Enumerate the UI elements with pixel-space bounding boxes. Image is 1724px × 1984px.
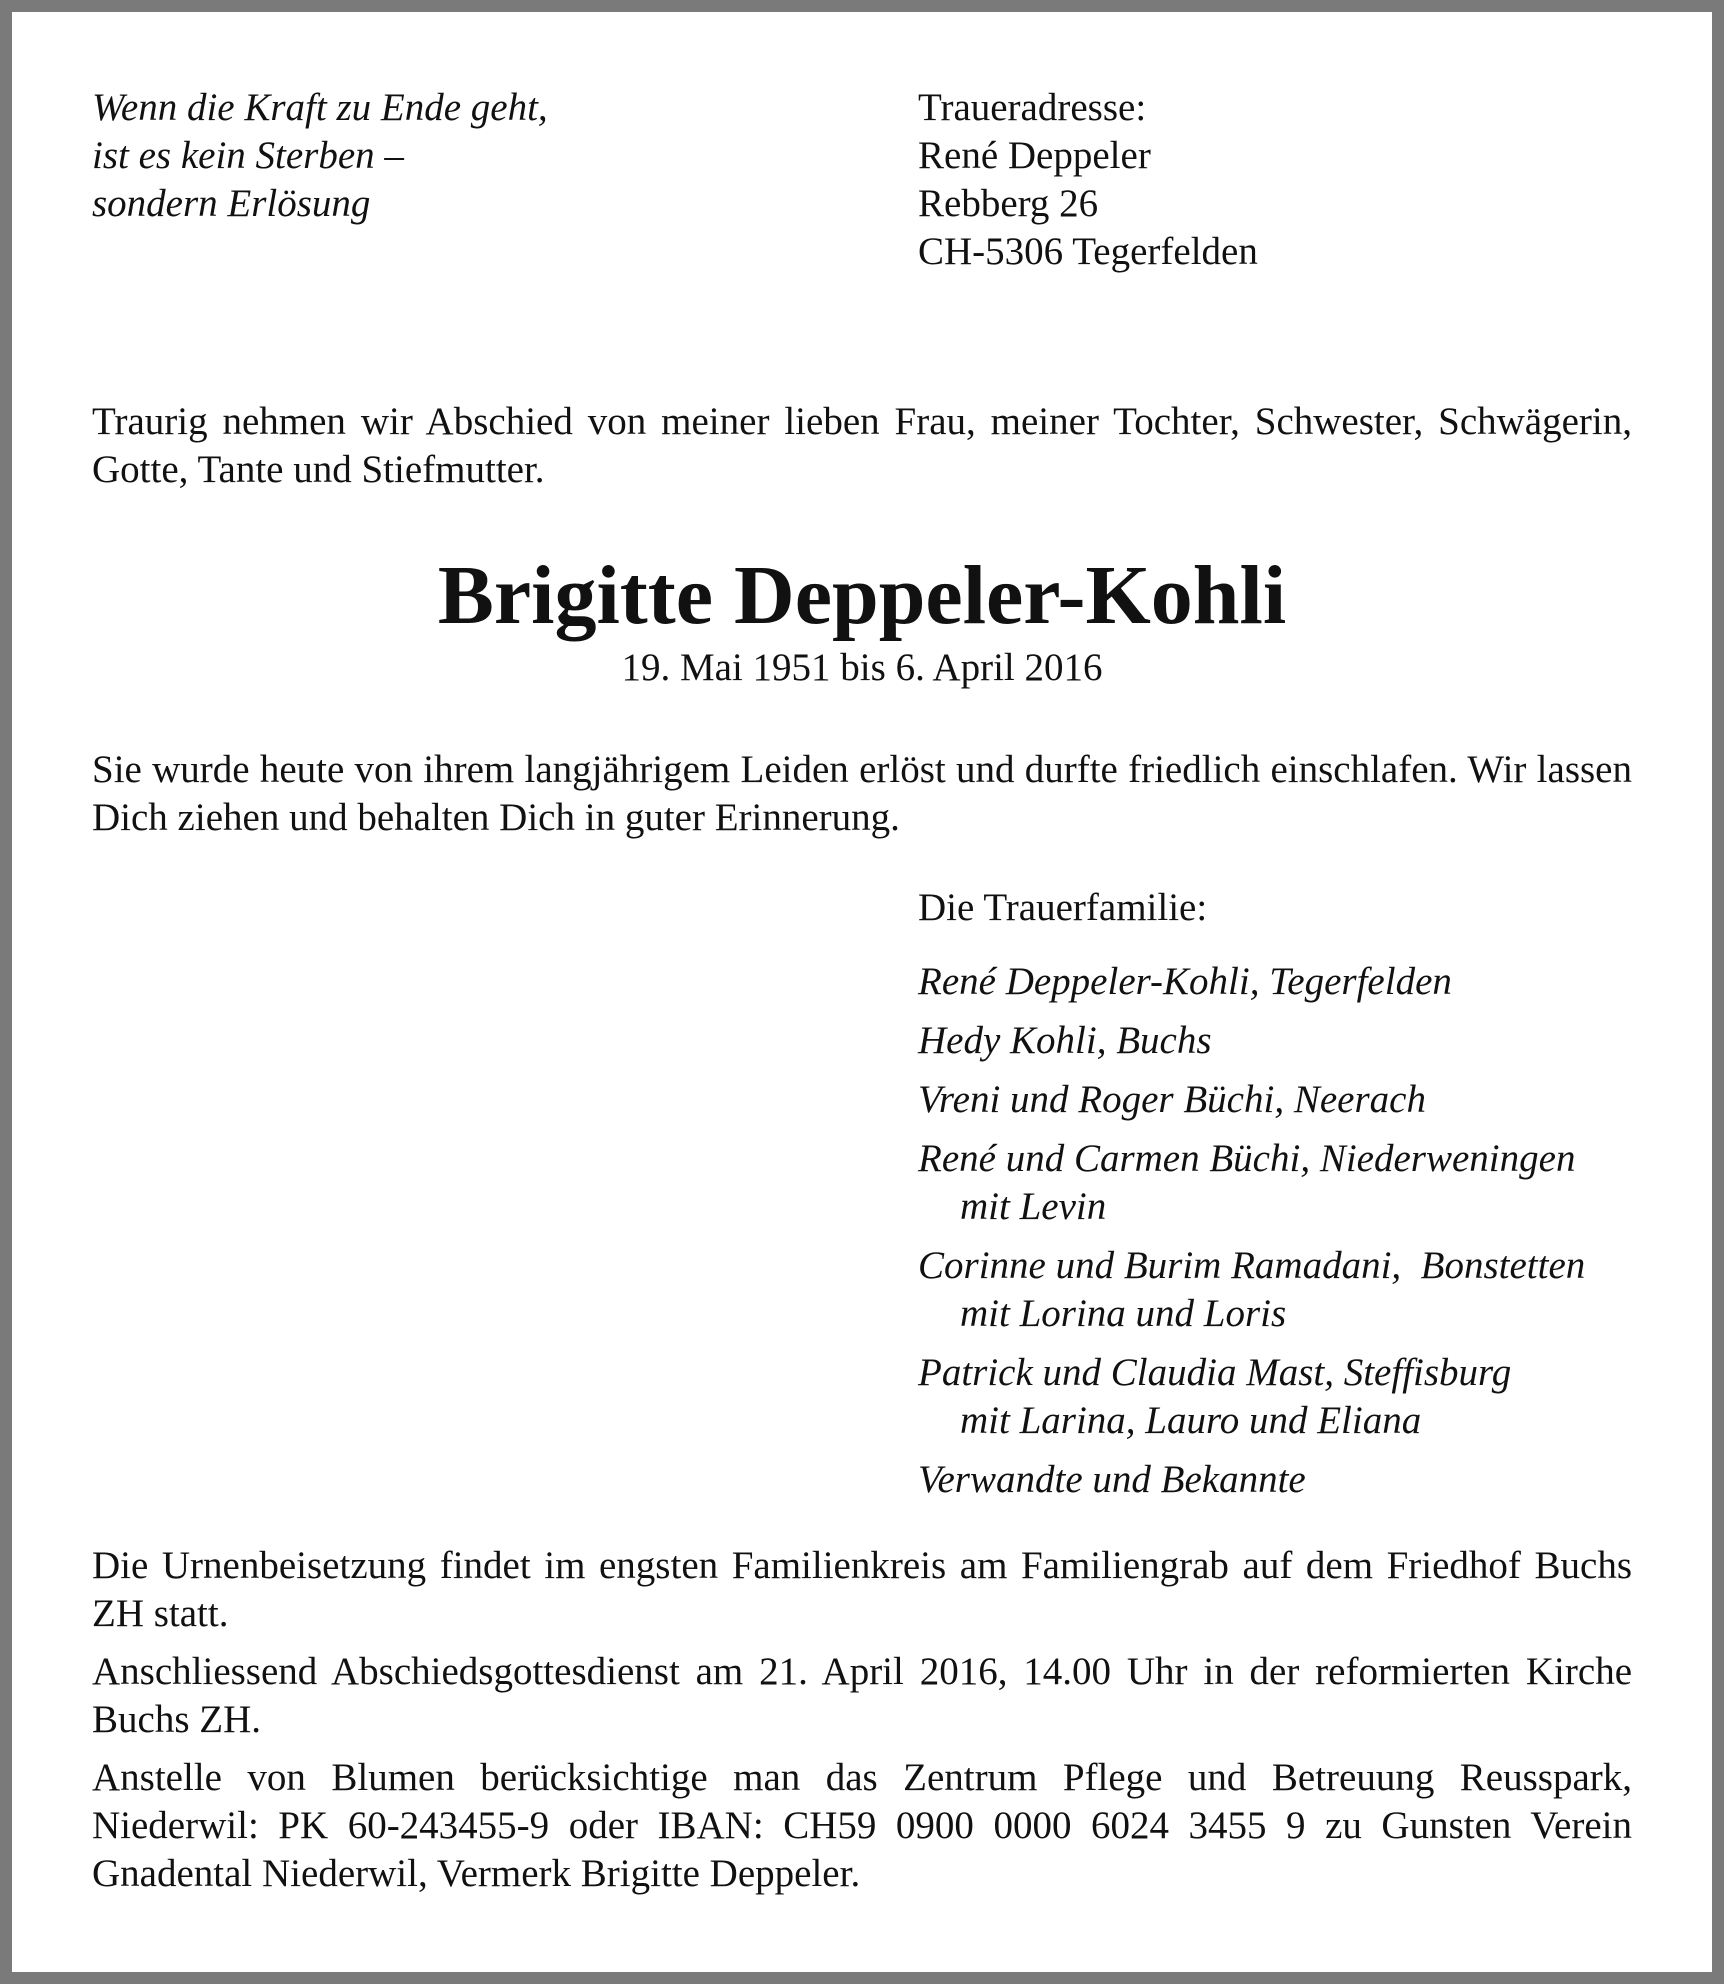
family-list — [918, 958, 1678, 1515]
motto-line: Wenn die Kraft zu Ende geht, — [92, 86, 548, 129]
family-member — [918, 1135, 1678, 1231]
family-member-name: Corinne und Burim Ramadani, Bonstetten — [918, 1244, 1586, 1287]
family-member-name: René und Carmen Büchi, Niederweningen — [918, 1137, 1576, 1180]
family-member — [918, 1456, 1678, 1504]
family-member-name: Vreni und Roger Büchi, Neerach — [918, 1078, 1426, 1121]
family-member — [918, 1017, 1678, 1065]
family-heading: Die Trauerfamilie: — [918, 886, 1208, 929]
donation-notice: Anstelle von Blumen berücksichtige man das Zentrum Pflege und Betreuung Reusspark, Niederwil: PK 60-243455-9 oder IBAN: CH59 0900 0000 6024 3455 9 zu Gunsten Verein Gnadental Niederwil, Vermerk Brigitte Deppeler. — [92, 1756, 1632, 1895]
family-member — [918, 958, 1678, 1006]
family-member — [918, 1349, 1678, 1445]
motto-quote — [92, 84, 792, 228]
motto-line: sondern Erlösung — [92, 182, 371, 225]
burial-notice: Die Urnenbeisetzung findet im engsten Familienkreis am Familiengrab auf dem Friedhof Buchs ZH statt. — [92, 1544, 1632, 1635]
motto-line: ist es kein Sterben – — [92, 134, 404, 177]
deceased-name: Brigitte Deppeler-Kohli — [437, 549, 1287, 642]
family-member-children: mit Larina, Lauro und Eliana — [960, 1399, 1422, 1442]
family-member-name: Hedy Kohli, Buchs — [918, 1019, 1212, 1062]
family-member-children: mit Lorina und Loris — [960, 1292, 1287, 1335]
service-notice: Anschliessend Abschiedsgottesdienst am 21. April 2016, 14.00 Uhr in der reformierten Kirche Buchs ZH. — [92, 1650, 1632, 1741]
family-member-children: mit Levin — [960, 1185, 1107, 1228]
family-member-name: René Deppeler-Kohli, Tegerfelden — [918, 960, 1452, 1003]
family-member — [918, 1242, 1678, 1338]
life-dates: 19. Mai 1951 bis 6. April 2016 — [621, 646, 1103, 689]
family-member — [918, 1076, 1678, 1124]
farewell-message: Sie wurde heute von ihrem langjährigem Leiden erlöst und durfte friedlich einschlafen. Wir lassen Dich ziehen und behalten Dich in guter Erinnerung. — [92, 748, 1632, 839]
family-member-name: Patrick und Claudia Mast, Steffisburg — [918, 1351, 1512, 1394]
mourning-address — [918, 84, 1618, 276]
address-city: CH-5306 Tegerfelden — [918, 230, 1258, 273]
address-street: Rebberg 26 — [918, 182, 1099, 225]
family-member-name: Verwandte und Bekannte — [918, 1458, 1306, 1501]
address-name: René Deppeler — [918, 134, 1151, 177]
obituary-page — [12, 12, 1712, 1972]
address-label: Traueradresse: — [918, 86, 1147, 129]
intro-text: Traurig nehmen wir Abschied von meiner lieben Frau, meiner Tochter, Schwester, Schwägerin, Gotte, Tante und Stiefmutter. — [92, 400, 1632, 491]
closing-paragraphs — [92, 1542, 1632, 1908]
